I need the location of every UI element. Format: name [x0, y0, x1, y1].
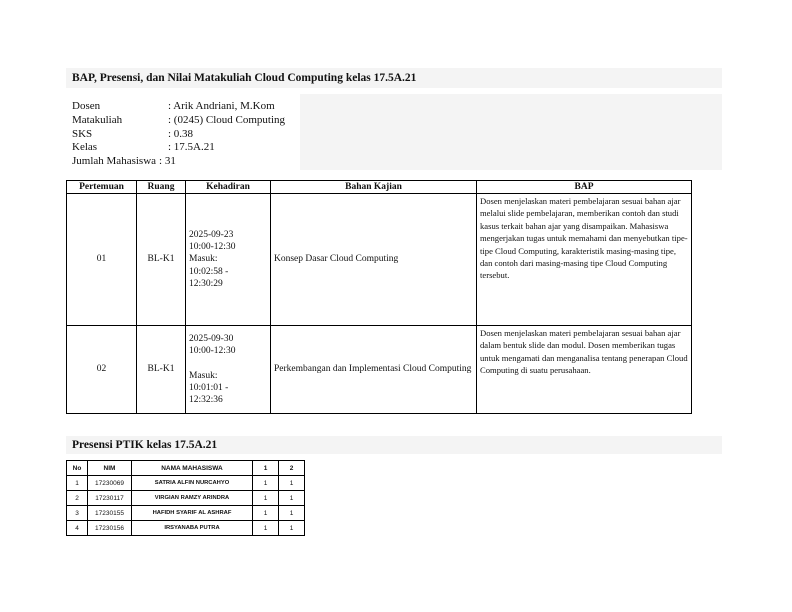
- bap-cell: Dosen menjelaskan materi pembelajaran sesuai bahan ajar dalam bentuk slide dan modul. Dosen memberikan tugas untuk mengamati dan menganalisa tentang penerapan Cloud Computing di suatu perusahaan.: [477, 326, 692, 414]
- header-pertemuan-2: 2: [279, 461, 305, 476]
- table-row: [67, 491, 305, 506]
- jumlah-label: Jumlah Mahasiswa: [72, 155, 157, 168]
- presensi-header-row: [67, 461, 305, 476]
- presensi-2-cell: 1: [279, 521, 305, 536]
- table-row: [67, 326, 692, 414]
- no-cell: 1: [67, 476, 88, 491]
- sks-row: [72, 128, 285, 142]
- table-row: [67, 194, 692, 326]
- no-cell: 3: [67, 506, 88, 521]
- presensi-2-cell: 1: [279, 476, 305, 491]
- jumlah-value: : 31: [159, 155, 176, 168]
- nim-cell: 17230156: [88, 521, 132, 536]
- no-cell: 2: [67, 491, 88, 506]
- header-pertemuan-1: 1: [253, 461, 279, 476]
- header-kehadiran: Kehadiran: [186, 181, 271, 194]
- nama-cell: IRSYANABA PUTRA: [132, 521, 253, 536]
- presensi-2-cell: 1: [279, 506, 305, 521]
- matakuliah-value: : (0245) Cloud Computing: [168, 113, 286, 126]
- nama-cell: HAFIDH SYARIF AL ASHRAF: [132, 506, 253, 521]
- presensi-title: Presensi PTIK kelas 17.5A.21: [72, 439, 218, 451]
- bahan-kajian-cell: Konsep Dasar Cloud Computing: [271, 194, 477, 326]
- ruang-cell: BL-K1: [137, 326, 186, 414]
- table-row: [67, 476, 305, 491]
- meta-band: [300, 94, 722, 170]
- header-pertemuan: Pertemuan: [67, 181, 137, 194]
- header-nama: NAMA MAHASISWA: [132, 461, 253, 476]
- bap-cell: Dosen menjelaskan materi pembelajaran sesuai bahan ajar melalui slide pembelajaran, memberikan contoh dan studi kasus terkait bahan ajar yang disampaikan. Mahasiswa mengerjakan tugas untuk memahami dan menyebutkan tipe-tipe Cloud Computing, karakteristik masing-masing tipe, dan contoh dari masing-masing tipe Cloud Computing tersebut.: [477, 194, 692, 326]
- header-ruang: Ruang: [137, 181, 186, 194]
- dosen-row: [72, 100, 285, 114]
- page-title: BAP, Presensi, dan Nilai Matakuliah Cloud Computing kelas 17.5A.21: [72, 72, 417, 84]
- nama-cell: SATRIA ALFIN NURCAHYO: [132, 476, 253, 491]
- ruang-cell: BL-K1: [137, 194, 186, 326]
- presensi-1-cell: 1: [253, 521, 279, 536]
- nim-cell: 17230069: [88, 476, 132, 491]
- matakuliah-row: [72, 114, 285, 128]
- jumlah-row: [72, 155, 285, 169]
- bap-header-row: [67, 181, 692, 194]
- header-no: No: [67, 461, 88, 476]
- course-info: [72, 100, 285, 169]
- table-row: [67, 506, 305, 521]
- nim-cell: 17230155: [88, 506, 132, 521]
- kehadiran-cell: 2025-09-23 10:00-12:30 Masuk: 10:02:58 - 12:30:29: [186, 194, 271, 326]
- presensi-2-cell: 1: [279, 491, 305, 506]
- table-row: [67, 521, 305, 536]
- dosen-value: : Arik Andriani, M.Kom: [168, 100, 275, 112]
- presensi-table: [66, 460, 305, 536]
- kehadiran-cell: 2025-09-30 10:00-12:30 Masuk: 10:01:01 - 12:32:36: [186, 326, 271, 414]
- no-cell: 4: [67, 521, 88, 536]
- kelas-label: Kelas: [72, 141, 98, 154]
- header-nim: NIM: [88, 461, 132, 476]
- sks-label: SKS: [72, 127, 93, 140]
- presensi-1-cell: 1: [253, 476, 279, 491]
- bap-table: [66, 180, 692, 414]
- pertemuan-cell: 02: [67, 326, 137, 414]
- kelas-value: : 17.5A.21: [168, 141, 215, 154]
- presensi-1-cell: 1: [253, 491, 279, 506]
- bahan-kajian-cell: Perkembangan dan Implementasi Cloud Computing: [271, 326, 477, 414]
- kelas-row: [72, 141, 285, 155]
- presensi-1-cell: 1: [253, 506, 279, 521]
- sks-value: : 0.38: [168, 127, 194, 140]
- nim-cell: 17230117: [88, 491, 132, 506]
- header-bahan-kajian: Bahan Kajian: [271, 181, 477, 194]
- matakuliah-label: Matakuliah: [72, 113, 123, 126]
- pertemuan-cell: 01: [67, 194, 137, 326]
- header-bap: BAP: [477, 181, 692, 194]
- dosen-label: Dosen: [72, 100, 101, 112]
- nama-cell: VIRGIAN RAMZY ARINDRA: [132, 491, 253, 506]
